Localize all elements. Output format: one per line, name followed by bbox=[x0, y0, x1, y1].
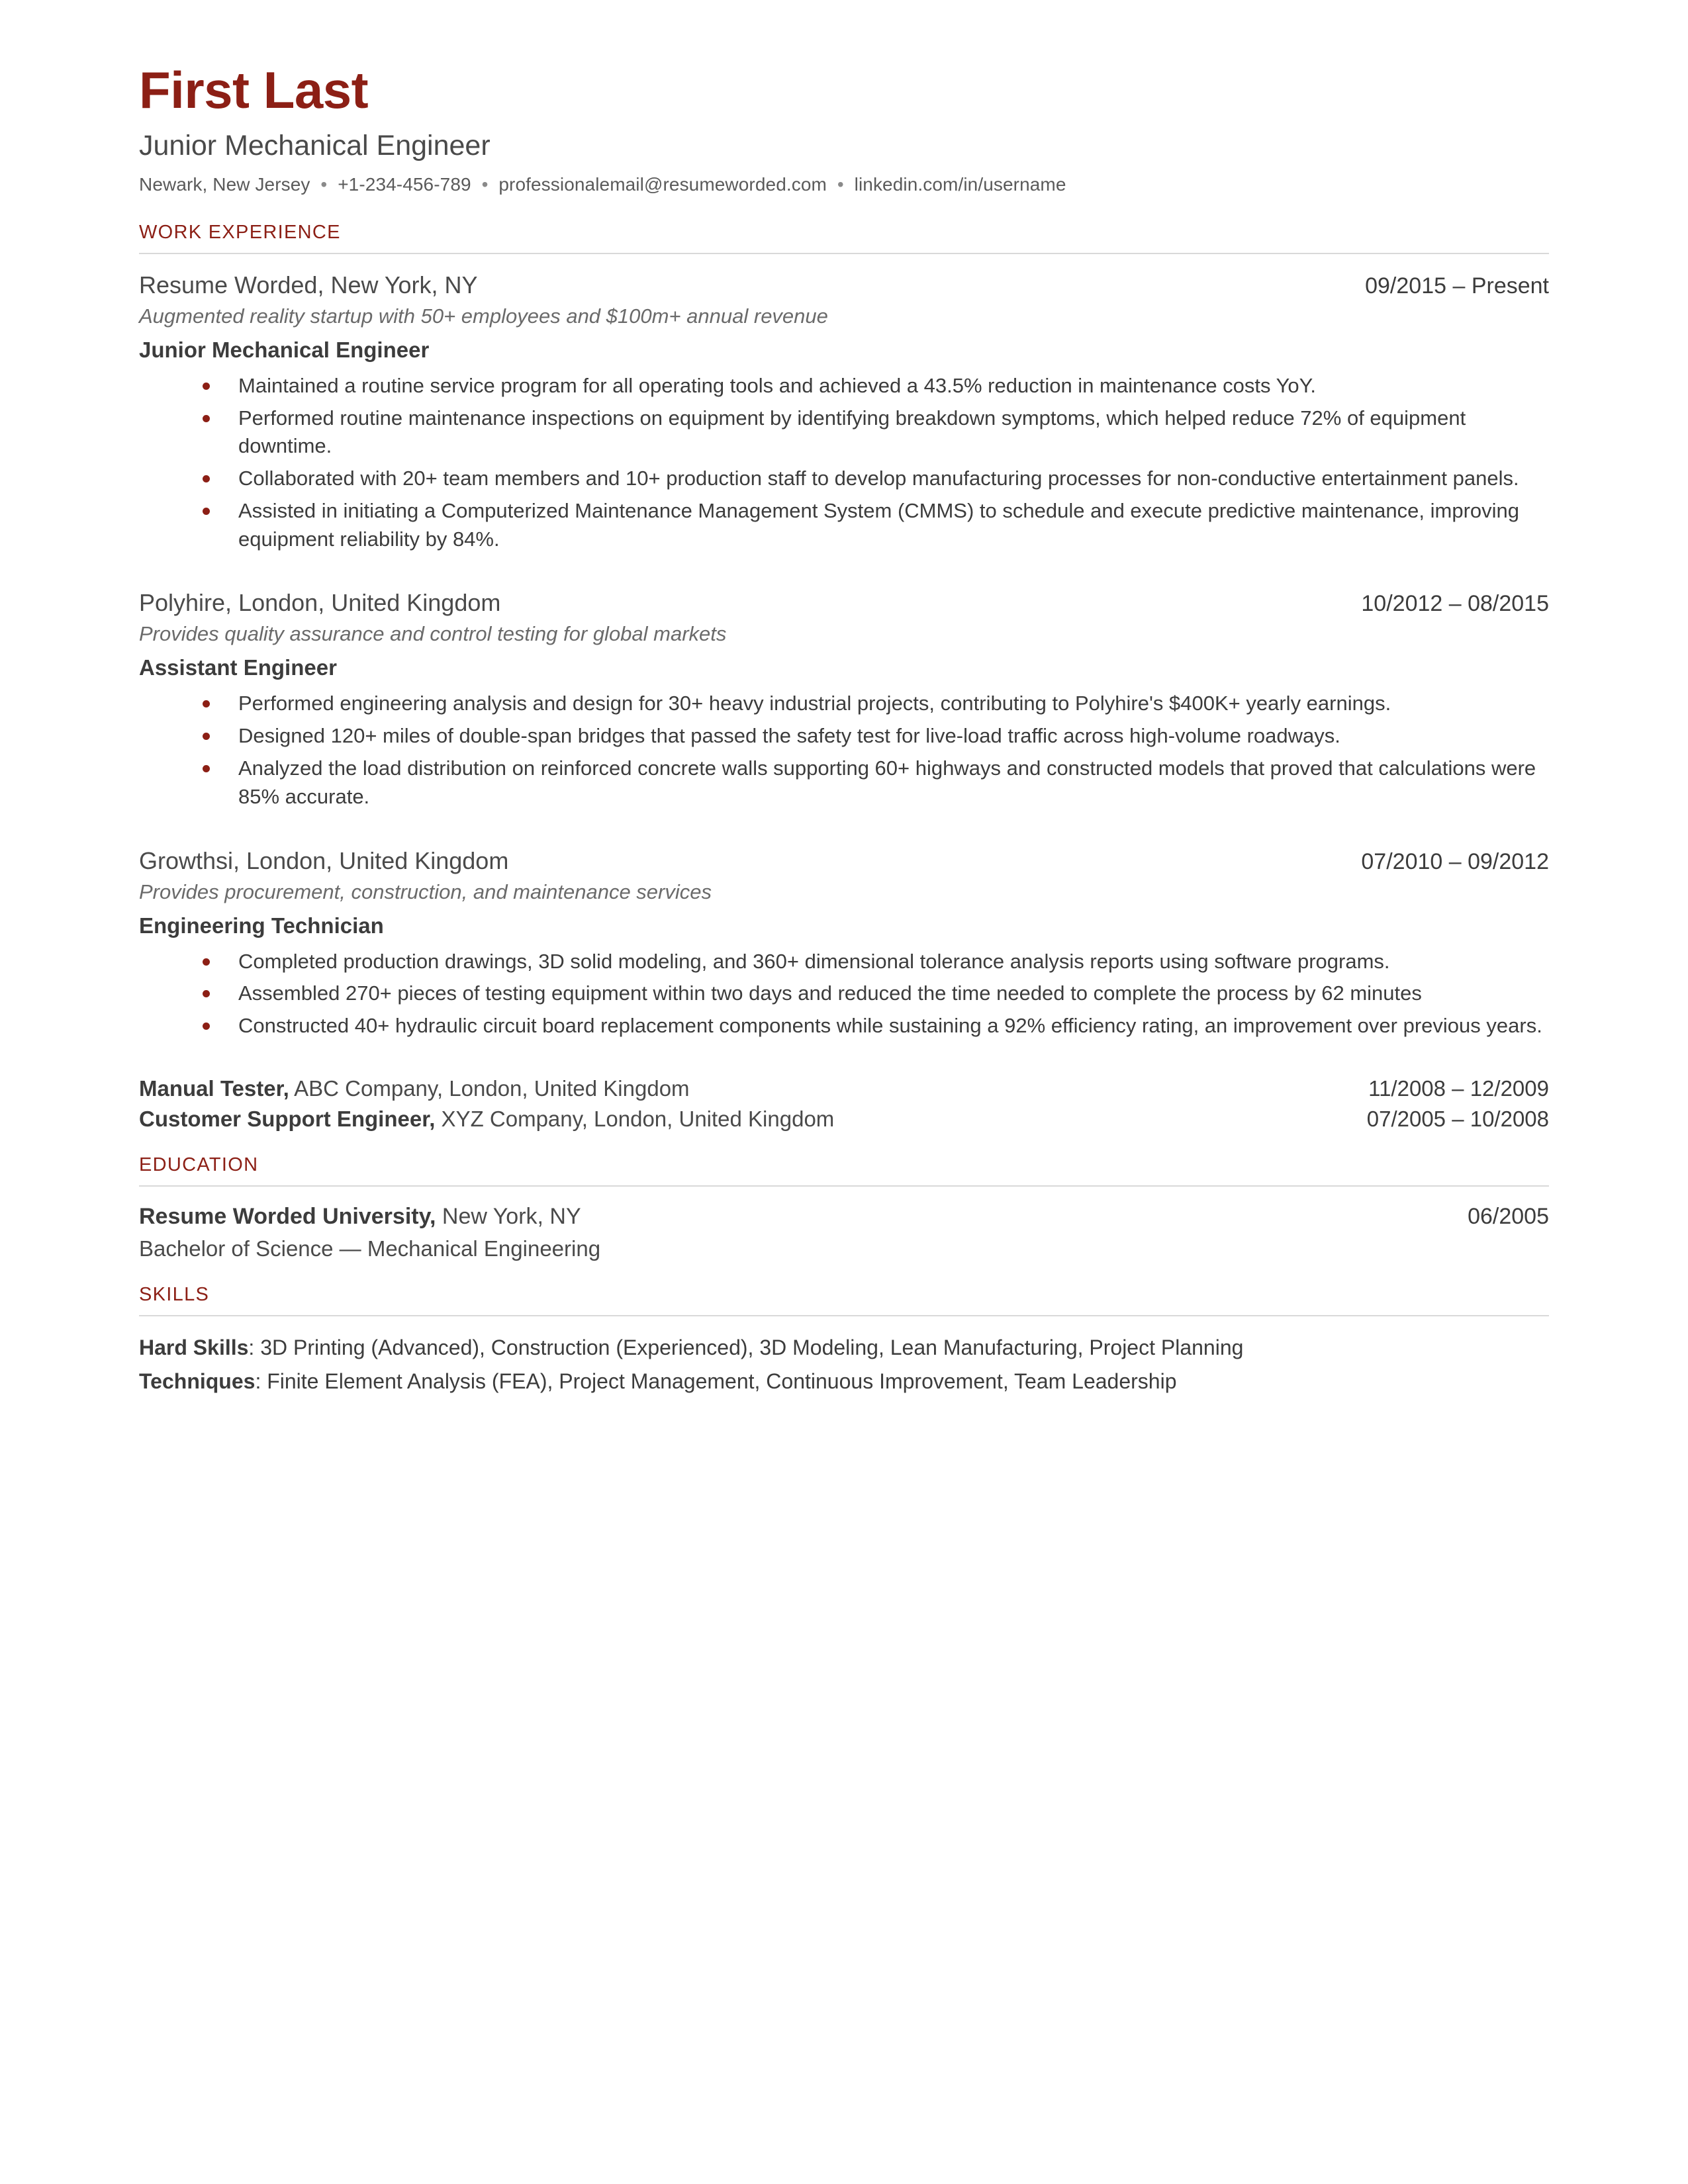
contact-separator-1: • bbox=[320, 173, 328, 195]
job-bullets bbox=[139, 690, 1549, 811]
education-header bbox=[139, 1204, 1549, 1230]
list-item: Maintained a routine service program for all operating tools and achieved a 43.5% reduction in maintenance costs YoY. bbox=[139, 372, 1549, 400]
job-headline: Junior Mechanical Engineer bbox=[139, 129, 491, 161]
short-role-text bbox=[139, 1107, 834, 1132]
list-item: Analyzed the load distribution on reinforced concrete walls supporting 60+ highways and constructed models that proved that calculations were 85% accurate. bbox=[139, 754, 1549, 811]
short-role-title: Manual Tester, bbox=[139, 1075, 289, 1101]
skills-label: Hard Skills bbox=[139, 1335, 249, 1359]
skills-values: : 3D Printing (Advanced), Construction (Experienced), 3D Modeling, Lean Manufacturing, Project Planning bbox=[248, 1335, 1244, 1359]
job-dates: 10/2012 – 08/2015 bbox=[1361, 591, 1549, 617]
short-role-title: Customer Support Engineer, bbox=[139, 1106, 436, 1131]
job-entry bbox=[139, 589, 1549, 811]
education-school bbox=[139, 1204, 581, 1230]
contact-separator-3: • bbox=[837, 173, 844, 195]
contact-location: Newark, New Jersey bbox=[139, 173, 310, 195]
list-item: Performed engineering analysis and design for 30+ heavy industrial projects, contributing to Polyhire's $400K+ yearly earnings. bbox=[139, 690, 1549, 718]
short-role-text bbox=[139, 1076, 690, 1101]
job-title: Junior Mechanical Engineer bbox=[139, 337, 430, 362]
section-title-skills: SKILLS bbox=[139, 1283, 210, 1305]
job-entry bbox=[139, 847, 1549, 1040]
section-divider-education bbox=[139, 1185, 1549, 1187]
contact-email[interactable]: professionalemail@resumeworded.com bbox=[498, 173, 827, 195]
short-role-dates: 07/2005 – 10/2008 bbox=[1366, 1106, 1549, 1131]
short-role-company: ABC Company, London, United Kingdom bbox=[289, 1075, 690, 1101]
education-degree: Bachelor of Science — Mechanical Engineering bbox=[139, 1236, 601, 1261]
job-dates: 09/2015 – Present bbox=[1365, 273, 1549, 298]
short-role-entry bbox=[139, 1107, 1549, 1132]
job-company: Growthsi, London, United Kingdom bbox=[139, 846, 509, 874]
skills-values: : Finite Element Analysis (FEA), Project Management, Continuous Improvement, Team Leadership bbox=[255, 1369, 1177, 1394]
contact-linkedin[interactable]: linkedin.com/in/username bbox=[854, 173, 1066, 195]
contact-separator-2: • bbox=[481, 173, 489, 195]
skills-row bbox=[139, 1334, 1549, 1362]
job-header bbox=[139, 589, 1549, 617]
job-blurb: Provides procurement, construction, and maintenance services bbox=[139, 880, 712, 903]
list-item: Constructed 40+ hydraulic circuit board replacement components while sustaining a 92% efficiency rating, an improvement over previous years. bbox=[139, 1012, 1549, 1040]
job-header bbox=[139, 271, 1549, 299]
skills-label: Techniques bbox=[139, 1369, 256, 1394]
spacer bbox=[139, 1052, 1549, 1076]
list-item: Assisted in initiating a Computerized Maintenance Management System (CMMS) to schedule and execute predictive maintenance, improving equipment reliability by 84%. bbox=[139, 497, 1549, 554]
job-bullets bbox=[139, 948, 1549, 1040]
education-school-location: New York, NY bbox=[436, 1203, 581, 1229]
job-bullets bbox=[139, 372, 1549, 554]
education-date: 06/2005 bbox=[1468, 1203, 1549, 1229]
job-dates: 07/2010 – 09/2012 bbox=[1361, 848, 1549, 874]
job-title: Engineering Technician bbox=[139, 913, 384, 938]
section-divider-work bbox=[139, 253, 1549, 254]
skills-row bbox=[139, 1367, 1549, 1396]
page-title: First Last bbox=[139, 61, 369, 119]
job-title: Assistant Engineer bbox=[139, 655, 337, 680]
list-item: Collaborated with 20+ team members and 10+ production staff to develop manufacturing processes for non-conductive entertainment panels. bbox=[139, 465, 1549, 493]
short-role-entry bbox=[139, 1076, 1549, 1101]
list-item: Designed 120+ miles of double-span bridges that passed the safety test for live-load traffic across high-volume roadways. bbox=[139, 722, 1549, 751]
list-item: Assembled 270+ pieces of testing equipment within two days and reduced the time needed to complete the process by 62 minutes bbox=[139, 979, 1549, 1008]
contact-phone: +1-234-456-789 bbox=[338, 173, 471, 195]
spacer bbox=[139, 823, 1549, 847]
section-title-education: EDUCATION bbox=[139, 1154, 259, 1175]
list-item: Completed production drawings, 3D solid modeling, and 360+ dimensional tolerance analysis reports using software programs. bbox=[139, 948, 1549, 976]
job-company: Polyhire, London, United Kingdom bbox=[139, 589, 501, 617]
job-entry bbox=[139, 271, 1549, 554]
job-blurb: Provides quality assurance and control testing for global markets bbox=[139, 622, 727, 646]
list-item: Performed routine maintenance inspections on equipment by identifying breakdown symptoms, which helped reduce 72% of equipment downtime. bbox=[139, 404, 1549, 461]
job-blurb: Augmented reality startup with 50+ employees and $100m+ annual revenue bbox=[139, 304, 828, 328]
short-role-dates: 11/2008 – 12/2009 bbox=[1368, 1075, 1549, 1101]
education-school-name: Resume Worded University, bbox=[139, 1203, 436, 1229]
section-divider-skills bbox=[139, 1315, 1549, 1316]
job-company: Resume Worded, New York, NY bbox=[139, 271, 478, 298]
spacer bbox=[139, 565, 1549, 589]
education-entry bbox=[139, 1204, 1549, 1261]
section-title-work-experience: WORK EXPERIENCE bbox=[139, 221, 341, 243]
contact-line bbox=[139, 174, 1549, 195]
short-role-company: XYZ Company, London, United Kingdom bbox=[435, 1106, 835, 1131]
job-header bbox=[139, 847, 1549, 875]
